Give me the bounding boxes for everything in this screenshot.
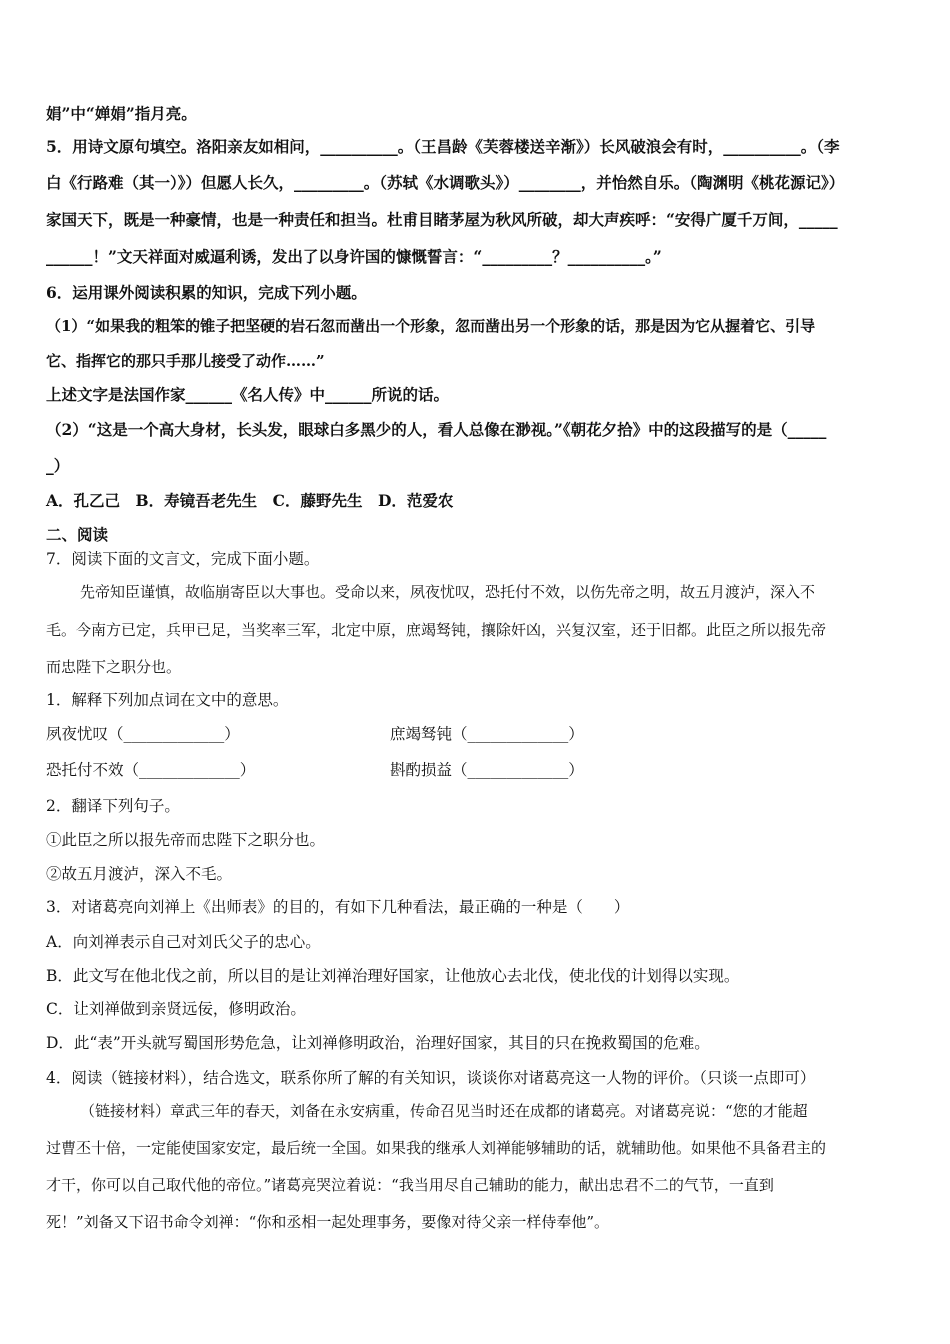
q5-line-3: 家国天下，既是一种豪情，也是一种责任和担当。杜甫目睹茅屋为秋风所破，却大声疾呼：“安得广厦千万间，_____ [46, 210, 838, 229]
q7-title: 7．阅读下面的文言文，完成下面小题。 [46, 550, 320, 568]
sub-question-2: 2．翻译下列句子。 [46, 797, 180, 815]
q5-line-4: ______！”文天祥面对威逼利诱，发出了以身许国的慷慨誓言：“_________？__________。” [46, 247, 662, 266]
passage-line-1: 先帝知臣谨慎，故临崩寄臣以大事也。受命以来，夙夜忧叹，恐托付不效，以伤先帝之明，故五月渡泸，深入不 [80, 583, 816, 601]
passage-line-3: 而忠陛下之职分也。 [46, 658, 182, 676]
sub-question-3: 3．对诸葛亮向刘禅上《出师表》的目的，有如下几种看法，最正确的一种是（ ） [46, 898, 630, 916]
q6-p1-line-2: 它、指挥它的那只手那儿接受了动作……” [46, 352, 325, 370]
option-a: A．向刘禅表示自己对刘氏父子的忠心。 [46, 933, 321, 951]
option-c: C．让刘禅做到亲贤远佞，修明政治。 [46, 1000, 306, 1018]
passage-line-2: 毛。今南方已定，兵甲已足，当奖率三军，北定中原，庶竭驽钝，攘除奸凶，兴复汉室，还于旧都。此臣之所以报先帝 [46, 621, 827, 639]
prev-question-tail: 娟”中“婵娟”指月亮。 [46, 104, 197, 123]
q6-title: 6．运用课外阅读积累的知识，完成下列小题。 [46, 283, 367, 302]
word-item-2: 庶竭驽钝（_____________） [390, 725, 584, 743]
word-item-4: 斟酌损益（_____________） [390, 761, 584, 779]
translate-item-1: ①此臣之所以报先帝而忠陛下之职分也。 [46, 831, 326, 849]
word-item-1: 夙夜忧叹（_____________） [46, 725, 240, 743]
q6-options: A．孔乙己 B．寿镜吾老先生 C．藤野先生 D．范爱农 [46, 491, 454, 510]
q6-p1-line-1: （1）“如果我的粗笨的锥子把坚硬的岩石忽而凿出一个形象，忽而凿出另一个形象的话，那是因为它从握着它、引导 [46, 317, 816, 335]
sub-question-1: 1．解释下列加点词在文中的意思。 [46, 691, 289, 709]
q6-p2-line-2: _） [46, 456, 70, 475]
q5-line-1: 5．用诗文原句填空。洛阳亲友如相问，__________。（王昌龄《芙蓉楼送辛渐》）长风破浪会有时，__________。（李 [46, 137, 840, 156]
link-material-line-4: 死！”刘备又下诏书命令刘禅：“你和丞相一起处理事务，要像对待父亲一样侍奉他”。 [46, 1213, 610, 1231]
option-d: D．此“表”开头就写蜀国形势危急，让刘禅修明政治，治理好国家，其目的只在挽救蜀国的危难。 [46, 1034, 710, 1052]
link-material-line-3: 才干，你可以自己取代他的帝位。”诸葛亮哭泣着说：“我当用尽自己辅助的能力，献出忠君不二的气节，一直到 [46, 1176, 774, 1194]
q6-p2-line-1: （2）“这是一个高大身材，长头发，眼球白多黑少的人，看人总像在渺视。”《朝花夕拾》中的这段描写的是（_____ [46, 420, 827, 439]
link-material-line-1: （链接材料）章武三年的春天，刘备在永安病重，传命召见当时还在成都的诸葛亮。对诸葛亮说：“您的才能超 [80, 1102, 808, 1120]
word-item-3: 恐托付不效（_____________） [46, 761, 256, 779]
section-heading: 二、阅读 [46, 525, 109, 544]
translate-item-2: ②故五月渡泸，深入不毛。 [46, 865, 233, 883]
q6-p1-question: 上述文字是法国作家______《名人传》中______所说的话。 [46, 385, 450, 404]
sub-question-4: 4．阅读（链接材料），结合选文，联系你所了解的有关知识，谈谈你对诸葛亮这一人物的评价。（只谈一点即可） [46, 1069, 816, 1087]
option-b: B．此文写在他北伐之前，所以目的是让刘禅治理好国家，让他放心去北伐，使北伐的计划得以实现。 [46, 967, 740, 985]
link-material-line-2: 过曹丕十倍，一定能使国家安定，最后统一全国。如果我的继承人刘禅能够辅助的话，就辅助他。如果他不具备君主的 [46, 1139, 827, 1157]
q5-line-2: 白《行路难（其一）》）但愿人长久，_________。（苏轼《水调歌头》）________，并怡然自乐。（陶渊明《桃花源记》） [46, 173, 845, 192]
